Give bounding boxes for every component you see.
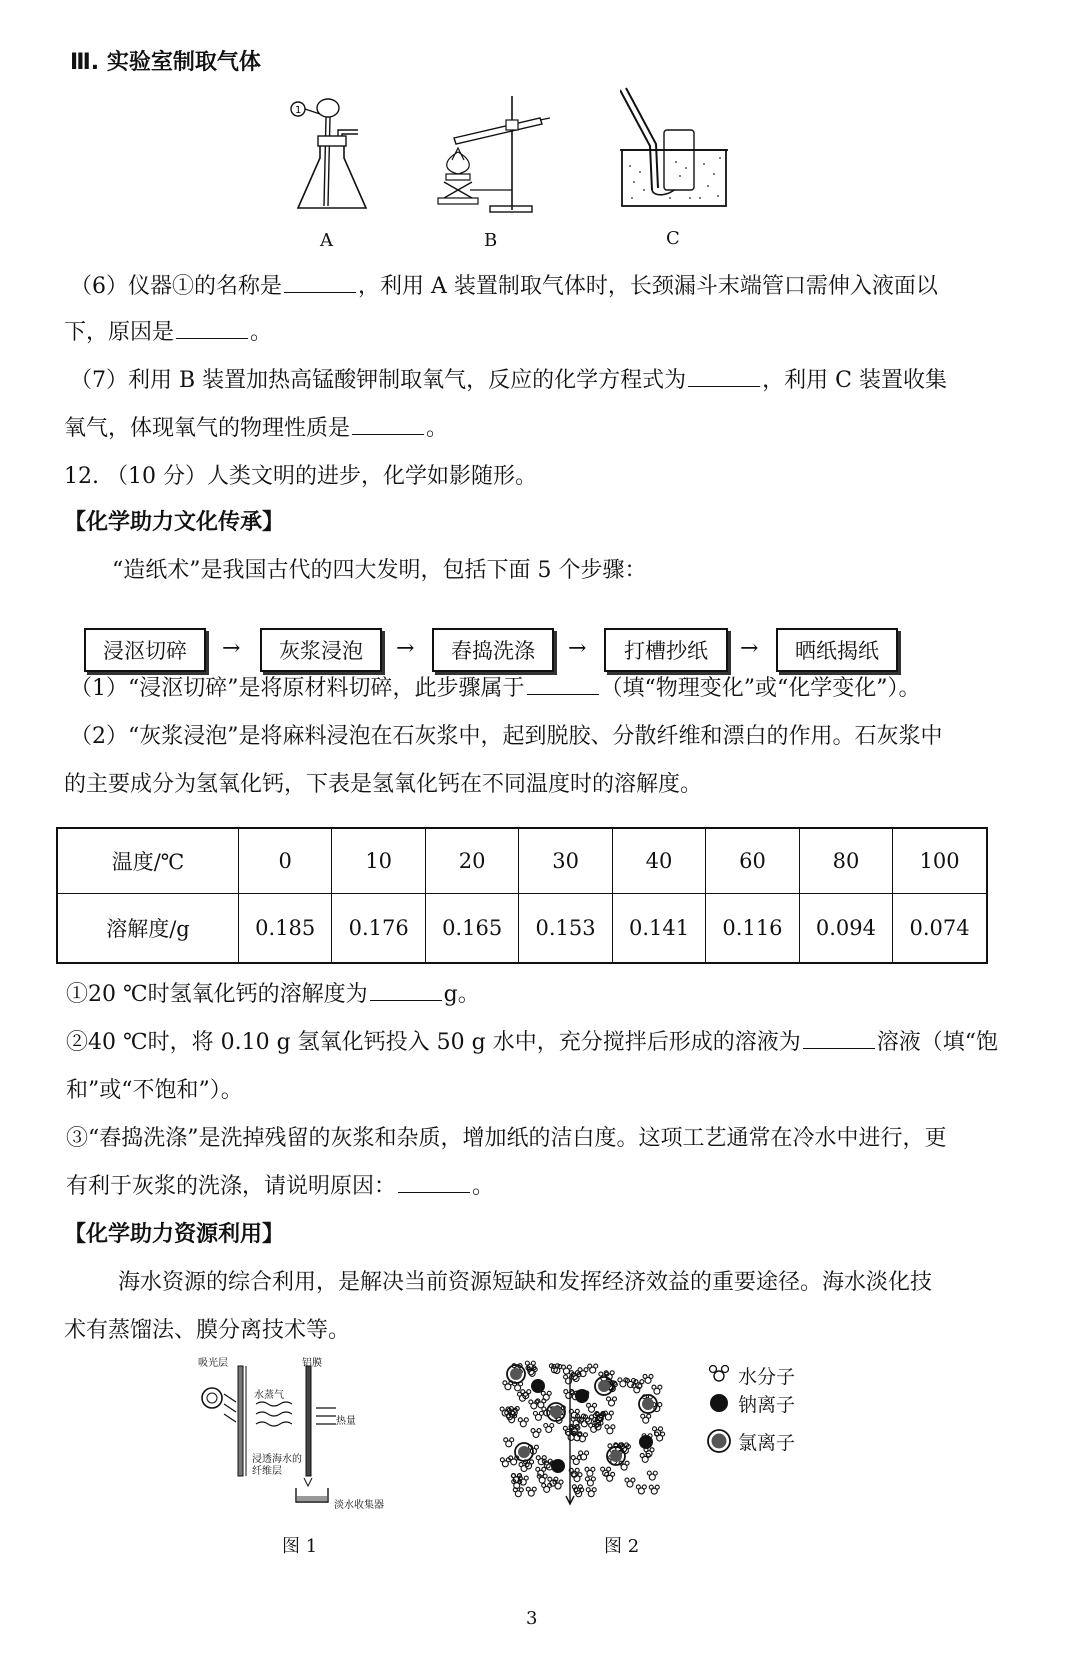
answer-blank[interactable] xyxy=(803,1028,875,1049)
apparatus-c-label: C xyxy=(666,228,680,249)
figure-2-caption: 图 2 xyxy=(604,1536,640,1557)
answer-blank[interactable] xyxy=(352,414,424,435)
solubility-table xyxy=(56,827,988,964)
answer-blank[interactable] xyxy=(527,674,599,695)
arrow-icon: → xyxy=(568,636,587,661)
table-cell: 40 xyxy=(612,828,705,894)
table-cell: 0 xyxy=(239,828,332,894)
table-cell: 80 xyxy=(799,828,892,894)
answer-blank[interactable] xyxy=(284,272,356,293)
answer-blank[interactable] xyxy=(398,1172,470,1193)
fig1-label-foil: 铝膜 xyxy=(302,1358,322,1369)
legend-water: 水分子 xyxy=(738,1366,796,1388)
subq-2-line-2: 和”或“不饱和”）。 xyxy=(66,1078,243,1103)
q6-line-1: （6）仪器①的名称是 ，利用 A 装置制取气体时，长颈漏斗末端管口需伸入液面以 xyxy=(70,274,938,299)
q7-line-2: 氧气，体现氧气的物理性质是 。 xyxy=(64,416,449,441)
answer-blank[interactable] xyxy=(176,318,248,339)
process-step-1: 浸沤切碎 xyxy=(84,628,206,672)
table-cell: 30 xyxy=(519,828,612,894)
table-cell: 60 xyxy=(706,828,799,894)
table-cell: 0.176 xyxy=(332,894,425,964)
process-step-5: 晒纸揭纸 xyxy=(776,628,898,672)
apparatus-a-label: A xyxy=(320,230,333,251)
q6-line-2: 下，原因是 。 xyxy=(64,320,273,345)
section-heading: Ⅲ. 实验室制取气体 xyxy=(70,50,261,75)
answer-blank[interactable] xyxy=(370,980,442,1001)
q12-2-line-2: 的主要成分为氢氧化钙，下表是氢氧化钙在不同温度时的溶解度。 xyxy=(64,772,703,797)
arrow-icon: → xyxy=(222,636,241,661)
svg-text:1: 1 xyxy=(295,105,302,116)
table-cell: 10 xyxy=(332,828,425,894)
subq-3-line-2: 有利于灰浆的洗涤，请说明原因： 。 xyxy=(66,1174,495,1199)
table-cell: 20 xyxy=(425,828,518,894)
process-step-2: 灰浆浸泡 xyxy=(260,628,382,672)
q12-title: 12. （10 分）人类文明的进步，化学如影随形。 xyxy=(64,464,537,489)
table-cell: 0.165 xyxy=(425,894,518,964)
fig1-label-absorber: 吸光层 xyxy=(198,1358,228,1369)
table-row xyxy=(57,828,987,894)
legend-sodium: 钠离子 xyxy=(738,1394,796,1416)
fig1-label-heat: 热量 xyxy=(336,1416,356,1427)
table-cell: 0.153 xyxy=(519,894,612,964)
subq-3-line-1: ③“舂捣洗涤”是洗掉残留的灰浆和杂质，增加纸的洁白度。这项工艺通常在冷水中进行，更 xyxy=(66,1126,947,1151)
apparatus-b-diagram xyxy=(430,90,560,220)
table-cell: 0.116 xyxy=(706,894,799,964)
chloride-ion-icon xyxy=(706,1428,732,1454)
arrow-icon: → xyxy=(396,636,415,661)
row-header: 溶解度/g xyxy=(57,894,239,964)
q7-line-1: （7）利用 B 装置加热高锰酸钾制取氧气，反应的化学方程式为 ，利用 C 装置收集 xyxy=(70,368,947,393)
sodium-ion-icon xyxy=(708,1392,730,1414)
page-number: 3 xyxy=(526,1608,538,1629)
subq-2-line-1: ②40 ℃时，将 0.10 g 氢氧化钙投入 50 g 水中，充分搅拌后形成的溶液为 溶液（填“饱 xyxy=(66,1030,998,1055)
process-step-4: 打槽抄纸 xyxy=(604,628,728,672)
apparatus-b-label: B xyxy=(484,230,498,251)
apparatus-c-diagram xyxy=(620,86,730,212)
table-cell: 0.074 xyxy=(893,894,987,964)
subq-1: ①20 ℃时氢氧化钙的溶解度为 g。 xyxy=(66,982,480,1007)
fig1-label-vapor: 水蒸气 xyxy=(254,1390,284,1401)
fig1-label-fiber: 浸透海水的纤维层 xyxy=(252,1454,302,1477)
q12-1: （1）“浸沤切碎”是将原材料切碎，此步骤属于 （填“物理变化”或“化学变化”）。 xyxy=(70,676,921,701)
resource-intro-1: 海水资源的综合利用，是解决当前资源短缺和发挥经济效益的重要途径。海水淡化技 xyxy=(118,1270,933,1295)
answer-blank[interactable] xyxy=(688,366,760,387)
q12-2-line-1: （2）“灰浆浸泡”是将麻料浸泡在石灰浆中，起到脱胶、分散纤维和漂白的作用。石灰浆中 xyxy=(70,724,943,749)
row-header: 温度/℃ xyxy=(57,828,239,894)
resource-heading: 【化学助力资源利用】 xyxy=(64,1222,285,1247)
table-row xyxy=(57,894,987,964)
table-cell: 0.185 xyxy=(239,894,332,964)
process-step-3: 舂捣洗涤 xyxy=(432,628,554,672)
water-molecule-icon xyxy=(708,1364,730,1384)
legend-chloride: 氯离子 xyxy=(738,1432,796,1454)
figure-1-diagram xyxy=(196,1356,416,1516)
resource-intro-2: 术有蒸馏法、膜分离技术等。 xyxy=(64,1318,351,1343)
figure-2-diagram xyxy=(498,1356,678,1506)
papermaking-intro: “造纸术”是我国古代的四大发明，包括下面 5 个步骤： xyxy=(112,558,647,583)
fig1-label-collector: 淡水收集器 xyxy=(334,1500,384,1511)
apparatus-a-diagram xyxy=(290,96,380,226)
table-cell: 0.141 xyxy=(612,894,705,964)
arrow-icon: → xyxy=(740,636,759,661)
table-cell: 0.094 xyxy=(799,894,892,964)
figure-1-caption: 图 1 xyxy=(282,1536,318,1557)
table-cell: 100 xyxy=(893,828,987,894)
culture-heading: 【化学助力文化传承】 xyxy=(64,510,285,535)
